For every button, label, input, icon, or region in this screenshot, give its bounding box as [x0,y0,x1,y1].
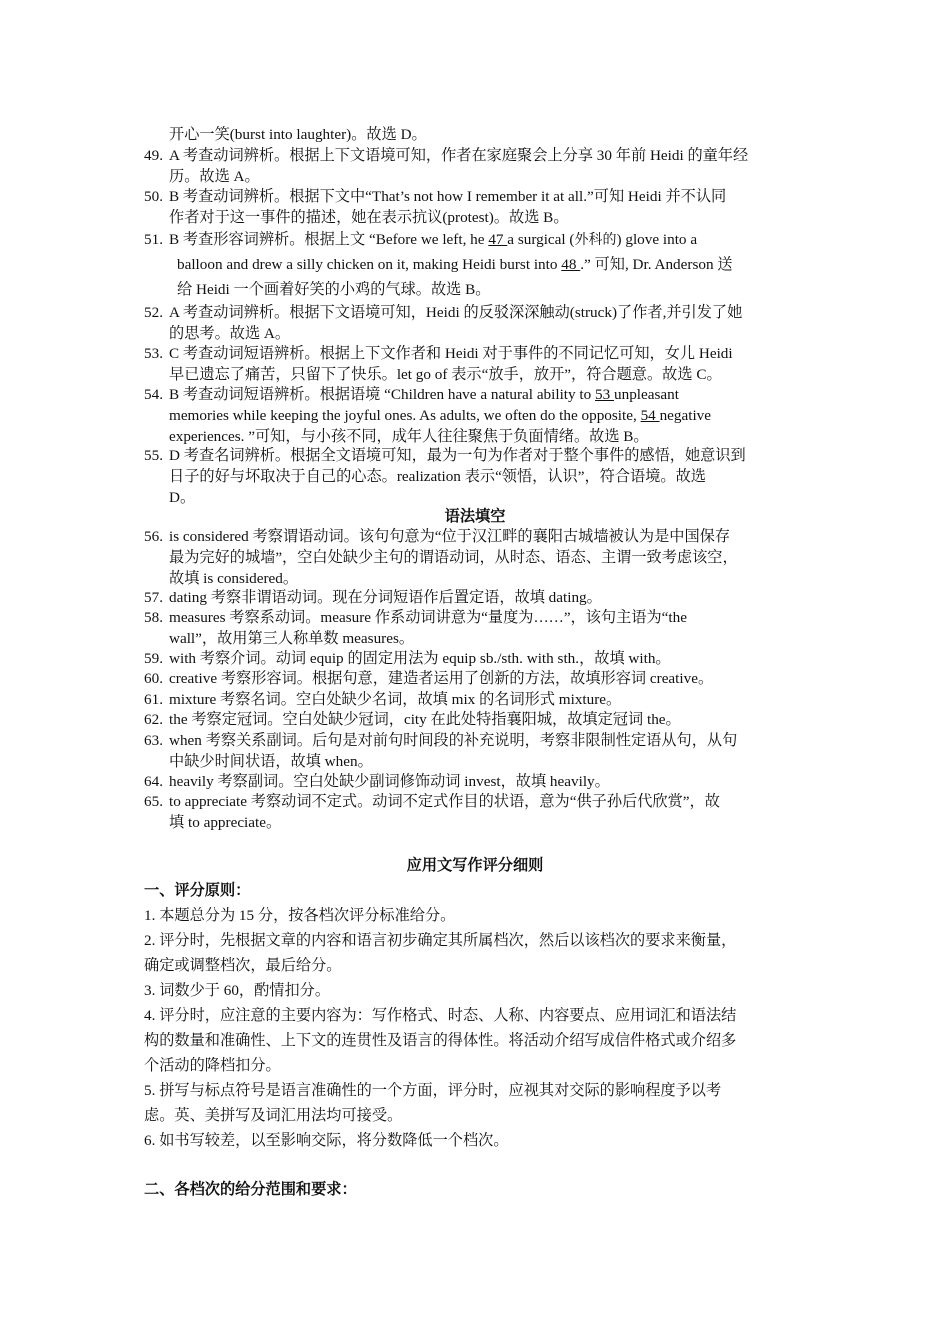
item-text-line: D。 [169,489,196,506]
text-segment: unpleasant [614,386,679,403]
item-text-line: when 考察关系副词。后句是对前句时间段的补充说明，考察非限制性定语从句，从句 [169,732,738,749]
item-text-line [169,230,809,251]
item-text-line: 作者对于这一事件的描述，她在表示抗议(protest)。故选 B。 [169,209,569,226]
item-number: 62. [144,711,163,728]
item-text-line: 最为完好的城墙”，空白处缺少主句的谓语动词，从时态、语态、主谓一致考虑该空， [169,549,738,566]
item-text-line: 故填 is considered。 [169,570,299,587]
item-text-line: 的思考。故选 A。 [169,325,291,342]
item-text-line [169,385,809,406]
scoring-principles-heading: 一、评分原则： [144,882,251,899]
item-text-line: 给 Heidi 一个画着好笑的小鸡的气球。故选 B。 [177,281,491,298]
continuation-line: 开心一笑(burst into laughter)。故选 D。 [169,126,427,143]
text-segment: a surgical ( [507,231,575,248]
item-text-line: is considered 考察谓语动词。该句句意为“位于汉江畔的襄阳古城墙被认为是中国保存 [169,528,731,545]
item-number: 60. [144,670,163,687]
rule-line: 虑。英、美拼写及词汇用法均可接受。 [144,1107,403,1124]
item-text-line: 历。故选 A。 [169,168,260,185]
item-number: 64. [144,773,163,790]
rule-line: 个活动的降档扣分。 [144,1057,281,1074]
item-text-line: 早已遗忘了痛苦，只留下了快乐。let go of 表示“放手，放开”，符合题意。故选 C。 [169,366,722,383]
item-text-line: C 考查动词短语辨析。根据上下文作者和 Heidi 对于事件的不同记忆可知，女儿 Heidi [169,345,733,362]
item-text-line: heavily 考察副词。空白处缺少副词修饰动词 invest，故填 heavily。 [169,773,610,790]
text-segment: 外科的 [574,232,617,248]
item-text-line: the 考察定冠词。空白处缺少冠词，city 在此处特指襄阳城，故填定冠词 the。 [169,711,681,728]
score-levels-heading: 二、各档次的给分范围和要求： [144,1181,357,1198]
item-number: 50. [144,188,163,205]
item-text-line: measures 考察系动词。measure 作系动词讲意为“量度为……”，该句主语为“the [169,609,687,626]
item-number: 56. [144,528,163,545]
item-text-line: experiences. ”可知，与小孩不同，成年人往往聚焦于负面情绪。故选 B。 [169,428,649,445]
text-segment: balloon and drew a silly chicken on it, making Heidi burst into [177,256,562,273]
item-number: 65. [144,793,163,810]
item-text-line: wall”，故用第三人称单数 measures。 [169,630,415,647]
writing-section-title: 应用文写作评分细则 [406,857,544,874]
item-number: 53. [144,345,163,362]
item-text-line: creative 考察形容词。根据句意，建造者运用了创新的方法，故填形容词 creative。 [169,670,714,687]
text-segment: B 考查动词短语辨析。根据语境 “Children have a natural ability to [169,386,596,403]
item-text-line: 中缺少时间状语，故填 when。 [169,753,373,770]
item-number: 61. [144,691,163,708]
blank-48: 48 [561,256,581,273]
item-number: 49. [144,147,163,164]
item-text-line [169,406,809,427]
item-text-line: A 考查动词辨析。根据上下文语境可知，作者在家庭聚会上分享 30 年前 Heidi 的童年经 [169,147,749,164]
item-text-line [177,255,809,276]
rule-line: 确定或调整档次，最后给分。 [144,957,342,974]
item-text-line: mixture 考察名词。空白处缺少名词，故填 mix 的名词形式 mixture。 [169,691,622,708]
rule-line: 6. 如书写较差，以至影响交际，将分数降低一个档次。 [144,1132,509,1149]
grammar-section-title: 语法填空 [444,508,506,525]
item-number: 51. [144,231,163,248]
text-segment: ) glove into a [616,231,698,248]
item-number: 57. [144,589,163,606]
item-number: 52. [144,304,163,321]
item-number: 59. [144,650,163,667]
item-number: 54. [144,386,163,403]
blank-53: 53 [595,386,615,403]
item-number: 63. [144,732,163,749]
text-segment: memories while keeping the joyful ones. As adults, we often do the opposite, [169,407,641,424]
text-segment: negative [659,407,712,424]
text-segment: .” 可知, Dr. Anderson 送 [580,256,733,273]
item-text-line: B 考查动词辨析。根据下文中“That’s not how I remember it at all.”可知 Heidi 并不认同 [169,188,727,205]
rule-line: 2. 评分时，先根据文章的内容和语言初步确定其所属档次，然后以该档次的要求来衡量， [144,932,737,949]
rule-line: 构的数量和准确性、上下文的连贯性及语言的得体性。将活动介绍写成信件格式或介绍多 [144,1032,737,1049]
item-text-line: A 考查动词辨析。根据下文语境可知，Heidi 的反驳深深触动(struck)了作者,并引发了她 [169,304,743,321]
item-text-line: 填 to appreciate。 [169,814,282,831]
rule-line: 4. 评分时，应注意的主要内容为：写作格式、时态、人称、内容要点、应用词汇和语法结 [144,1007,737,1024]
rule-line: 1. 本题总分为 15 分，按各档次评分标准给分。 [144,907,456,924]
item-text-line: with 考察介词。动词 equip 的固定用法为 equip sb./sth. with sth.，故填 with。 [169,650,671,667]
rule-line: 3. 词数少于 60，酌情扣分。 [144,982,331,999]
blank-54: 54 [640,407,660,424]
item-text-line: to appreciate 考察动词不定式。动词不定式作目的状语，意为“供子孙后代欣赏”，故 [169,793,720,810]
text-segment: B 考查形容词辨析。根据上文 “Before we left, he [169,231,489,248]
blank-47: 47 [488,231,508,248]
item-number: 55. [144,447,163,464]
item-number: 58. [144,609,163,626]
item-text-line: dating 考察非谓语动词。现在分词短语作后置定语，故填 dating。 [169,589,602,606]
rule-line: 5. 拼写与标点符号是语言准确性的一个方面，评分时，应视其对交际的影响程度予以考 [144,1082,722,1099]
item-text-line: D 考查名词辨析。根据全文语境可知，最为一句为作者对于整个事件的感悟，她意识到 [169,447,746,464]
item-text-line: 日子的好与坏取决于自己的心态。realization 表示“领悟，认识”，符合语境。故选 [169,468,706,485]
